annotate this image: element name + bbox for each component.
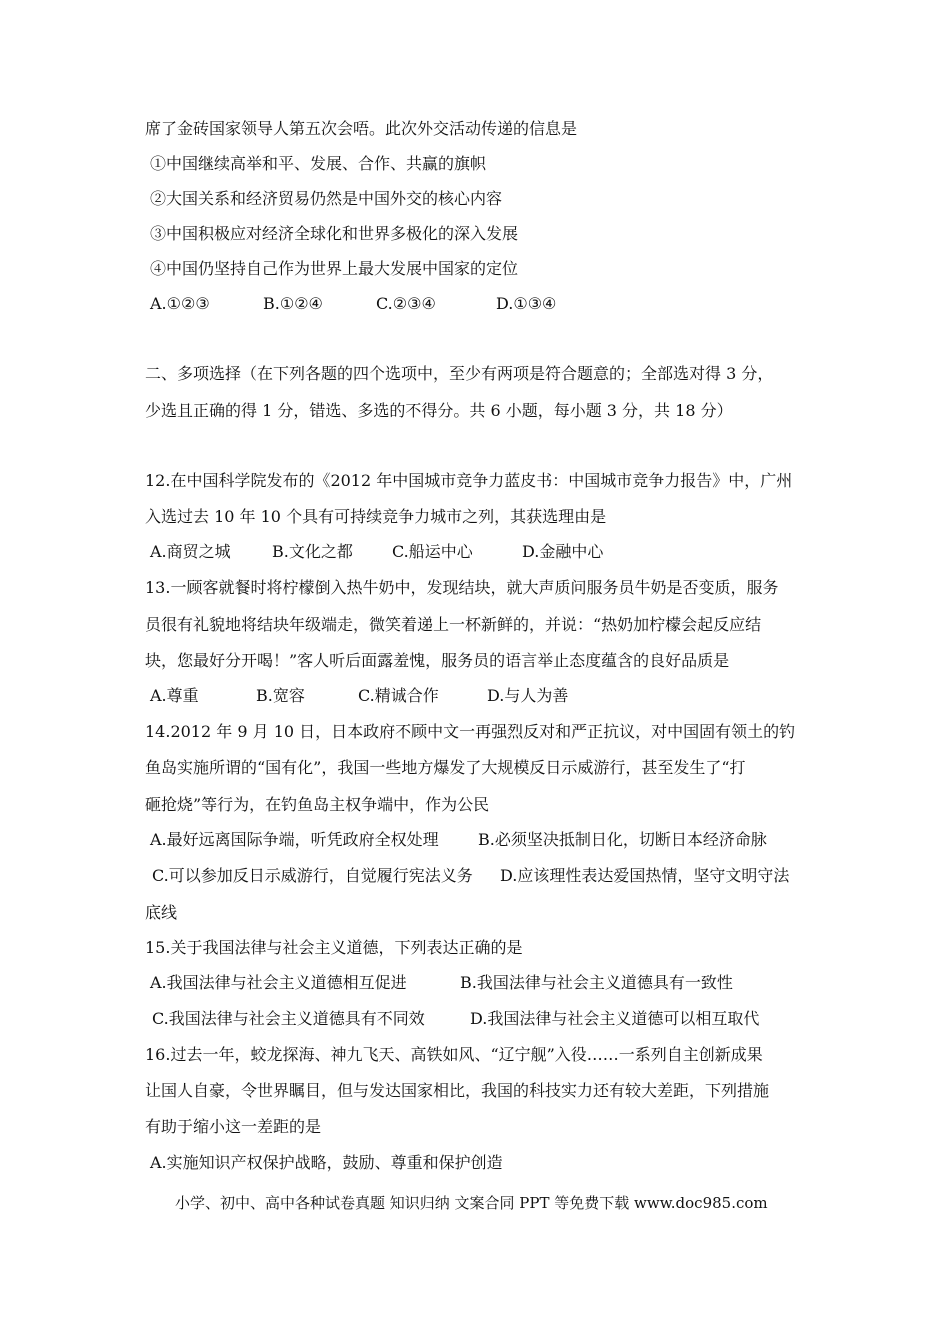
q11-option-b: B.①②④ [263,294,323,313]
q13-option-d: D.与人为善 [487,686,569,705]
q13-line3: 块，您最好分开喝！”客人听后面露羞愧，服务员的语言举止态度蕴含的良好品质是 [145,651,730,670]
q14-option-c: C.可以参加反日示威游行，自觉履行宪法义务 [152,866,473,885]
q16-line3: 有助于缩小这一差距的是 [145,1117,322,1136]
q13-option-a: A.尊重 [150,686,199,705]
q14-option-b: B.必须坚决抵制日化，切断日本经济命脉 [478,830,767,849]
q12-line1: 12.在中国科学院发布的《2012 年中国城市竞争力蓝皮书：中国城市竞争力报告》中，广州 [145,471,793,490]
q11-option-d: D.①③④ [496,294,557,313]
q13-line2: 员很有礼貌地将结块年级端走，微笑着递上一杯新鲜的，并说：“热奶加柠檬会起反应结 [145,615,762,634]
q12-option-d: D.金融中心 [522,542,604,561]
q12-option-b: B.文化之都 [272,542,353,561]
q13-option-c: C.精诚合作 [358,686,439,705]
q15-option-a: A.我国法律与社会主义道德相互促进 [150,973,407,992]
q15-option-c: C.我国法律与社会主义道德具有不同效 [152,1009,425,1028]
q14-option-d: D.应该理性表达爱国热情，坚守文明守法 [500,866,790,885]
q11-option-c: C.②③④ [376,294,436,313]
q14-option-d-continued: 底线 [145,903,178,922]
q16-line1: 16.过去一年，蛟龙探海、神九飞天、高铁如风、“辽宁舰”入役……一系列自主创新成果 [145,1045,763,1064]
q16-option-a: A.实施知识产权保护战略，鼓励、尊重和保护创造 [150,1153,503,1172]
q15-line1: 15.关于我国法律与社会主义道德，下列表达正确的是 [145,938,523,957]
q12-line2: 入选过去 10 年 10 个具有可持续竞争力城市之列，其获选理由是 [145,507,607,526]
page-footer: 小学、初中、高中各种试卷真题 知识归纳 文案合同 PPT 等免费下载 www.doc985.com [175,1194,768,1212]
q12-option-a: A.商贸之城 [150,542,231,561]
section2-instructions-line1: 二、多项选择（在下列各题的四个选项中，至少有两项是符合题意的；全部选对得 3 分， [145,364,774,383]
q14-line2: 鱼岛实施所谓的“国有化”，我国一些地方爆发了大规模反日示威游行，甚至发生了“打 [145,758,746,777]
q11-statement-3: ③中国积极应对经济全球化和世界多极化的深入发展 [150,224,519,243]
q13-line1: 13.一顾客就餐时将柠檬倒入热牛奶中，发现结块，就大声质问服务员牛奶是否变质，服务 [145,578,779,597]
q13-option-b: B.宽容 [256,686,305,705]
q11-stem: 席了金砖国家领导人第五次会唔。此次外交活动传递的信息是 [145,119,578,138]
q11-option-a: A.①②③ [150,294,210,313]
q16-line2: 让国人自豪，令世界瞩目，但与发达国家相比，我国的科技实力还有较大差距，下列措施 [145,1081,770,1100]
q14-line1: 14.2012 年 9 月 10 日，日本政府不顾中文一再强烈反对和严正抗议，对中国固有领土的钓 [145,722,796,741]
q15-option-d: D.我国法律与社会主义道德可以相互取代 [470,1009,760,1028]
q11-statement-4: ④中国仍坚持自己作为世界上最大发展中国家的定位 [150,259,519,278]
section2-instructions-line2: 少选且正确的得 1 分，错选、多选的不得分。共 6 小题，每小题 3 分，共 18 分） [145,401,733,420]
q14-option-a: A.最好远离国际争端，听凭政府全权处理 [150,830,439,849]
q11-statement-2: ②大国关系和经济贸易仍然是中国外交的核心内容 [150,189,503,208]
q14-line3: 砸抢烧”等行为，在钓鱼岛主权争端中，作为公民 [145,795,490,814]
q15-option-b: B.我国法律与社会主义道德具有一致性 [460,973,733,992]
q12-option-c: C.船运中心 [392,542,473,561]
q11-statement-1: ①中国继续高举和平、发展、合作、共赢的旗帜 [150,154,487,173]
